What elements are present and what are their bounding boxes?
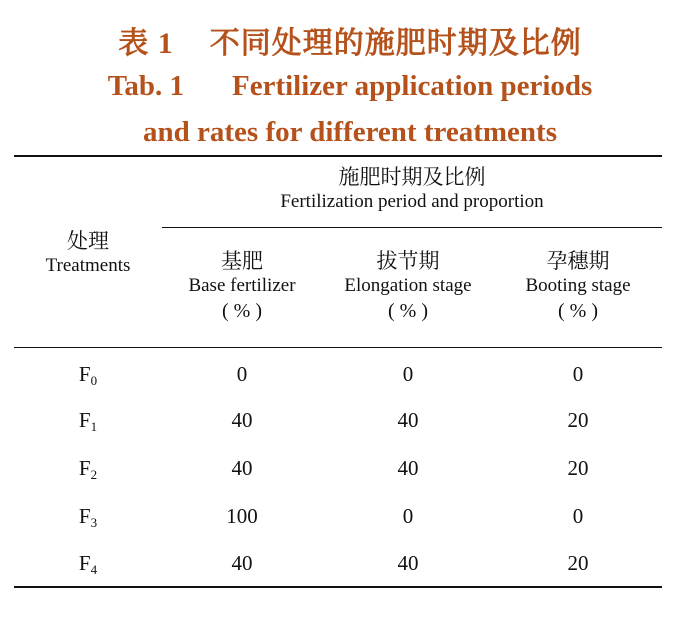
table-cell: 40 — [231, 456, 253, 480]
row-label — [14, 455, 162, 488]
table-title-chinese — [0, 18, 700, 62]
column-header-unit: ( % ) — [222, 300, 262, 322]
header-bottom-rule — [14, 347, 662, 348]
row-label-letter: F — [78, 408, 91, 432]
table-caption-en-line1: Fertilizer application periods — [232, 70, 593, 102]
table-cell: 20 — [567, 456, 589, 480]
table-title-english-line2: and rates for different treatments — [143, 116, 557, 148]
table-caption-cn: 不同处理的施肥时期及比例 — [209, 27, 582, 60]
row-label — [14, 361, 162, 394]
column-header-booting-stage — [494, 248, 662, 324]
row-label — [14, 503, 162, 536]
column-header-en: Base fertilizer — [188, 275, 296, 296]
column-header-cn: 孕穗期 — [546, 249, 610, 273]
table-cell: 20 — [567, 408, 589, 432]
table-cell: 0 — [572, 504, 584, 528]
treatments-header — [14, 228, 162, 278]
row-label-letter: F — [78, 362, 91, 386]
table-cell: 40 — [397, 456, 419, 480]
row-label — [14, 407, 162, 440]
table-cell: 0 — [402, 504, 414, 528]
group-header-en: Fertilization period and proportion — [280, 191, 544, 212]
column-header-cn: 基肥 — [221, 249, 263, 273]
top-rule — [14, 155, 662, 157]
table-cell: 20 — [567, 551, 589, 575]
column-header-unit: ( % ) — [388, 300, 428, 322]
row-label-subscript: 2 — [90, 467, 98, 482]
table-cell: 100 — [226, 504, 258, 528]
row-label-subscript: 0 — [90, 373, 98, 388]
column-header-unit: ( % ) — [558, 300, 598, 322]
row-label-subscript: 4 — [90, 562, 98, 577]
table-title-english-line1 — [0, 70, 700, 103]
column-header-cn: 拔节期 — [376, 249, 440, 273]
table-cell: 40 — [397, 408, 419, 432]
table-cell: 40 — [397, 551, 419, 575]
table-cell: 0 — [236, 362, 248, 386]
bottom-rule — [14, 586, 662, 588]
treatments-header-en: Treatments — [45, 255, 131, 276]
table-cell: 40 — [231, 408, 253, 432]
table-number-cn: 表 1 — [118, 27, 174, 60]
row-label-subscript: 3 — [90, 515, 98, 530]
row-label-letter: F — [78, 456, 91, 480]
table-cell: 40 — [231, 551, 253, 575]
column-header-en: Elongation stage — [344, 275, 472, 296]
row-label — [14, 550, 162, 583]
column-header-elongation-stage — [322, 248, 494, 324]
row-label-letter: F — [78, 504, 91, 528]
row-label-letter: F — [78, 551, 91, 575]
table-number-en: Tab. 1 — [107, 70, 184, 102]
column-header-en: Booting stage — [525, 275, 631, 296]
row-label-subscript: 1 — [90, 419, 98, 434]
group-header-rule — [162, 227, 662, 228]
treatments-header-cn: 处理 — [67, 229, 109, 253]
group-header — [162, 164, 662, 214]
group-header-cn: 施肥时期及比例 — [338, 165, 486, 189]
column-header-base-fertilizer — [162, 248, 322, 324]
table-cell: 0 — [402, 362, 414, 386]
table-cell: 0 — [572, 362, 584, 386]
